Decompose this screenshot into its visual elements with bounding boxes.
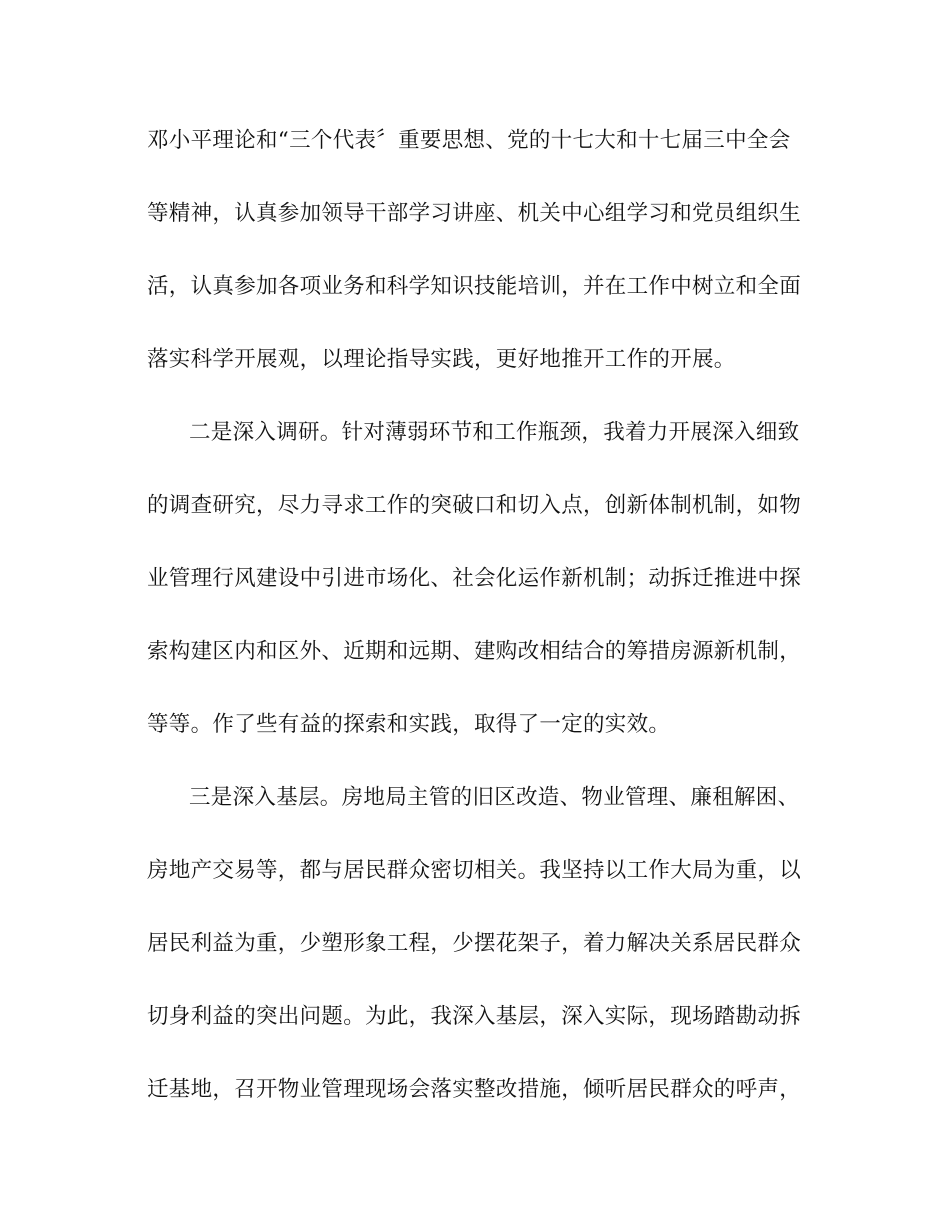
paragraph-start-line: 三是深入基层。房地局主管的旧区改造、物业管理、廉租解困、 — [189, 785, 800, 810]
paragraph-start-line: 二是深入调研。针对薄弱环节和工作瓶颈，我着力开展深入细致 — [189, 420, 800, 445]
text-line: 居民利益为重，少塑形象工程，少摆花架子，着力解决关系居民群众 — [147, 931, 802, 956]
text-line: 索构建区内和区外、近期和远期、建购改相结合的筹措房源新机制， — [147, 639, 802, 664]
text-line: 业管理行风建设中引进市场化、社会化运作新机制；动拆迁推进中探 — [147, 566, 802, 591]
text-line: 的调查研究，尽力寻求工作的突破口和切入点，创新体制机制，如物 — [147, 493, 802, 518]
text-line: 落实科学开展观，以理论指导实践，更好地推开工作的开展。 — [147, 347, 736, 372]
text-line: 活，认真参加各项业务和科学知识技能培训，并在工作中树立和全面 — [147, 274, 802, 299]
text-line: 迁基地，召开物业管理现场会落实整改措施，倾听居民群众的呼声， — [147, 1077, 802, 1102]
text-line: 房地产交易等，都与居民群众密切相关。我坚持以工作大局为重，以 — [147, 858, 802, 883]
text-line: 邓小平理论和“三个代表〞重要思想、党的十七大和十七届三中全会 — [147, 128, 791, 153]
text-line: 等精神，认真参加领导干部学习讲座、机关中心组学习和党员组织生 — [147, 201, 802, 226]
text-line: 切身利益的突出问题。为此，我深入基层，深入实际，现场踏勘动拆 — [147, 1004, 802, 1029]
text-line: 等等。作了些有益的探索和实践，取得了一定的实效。 — [147, 712, 671, 737]
